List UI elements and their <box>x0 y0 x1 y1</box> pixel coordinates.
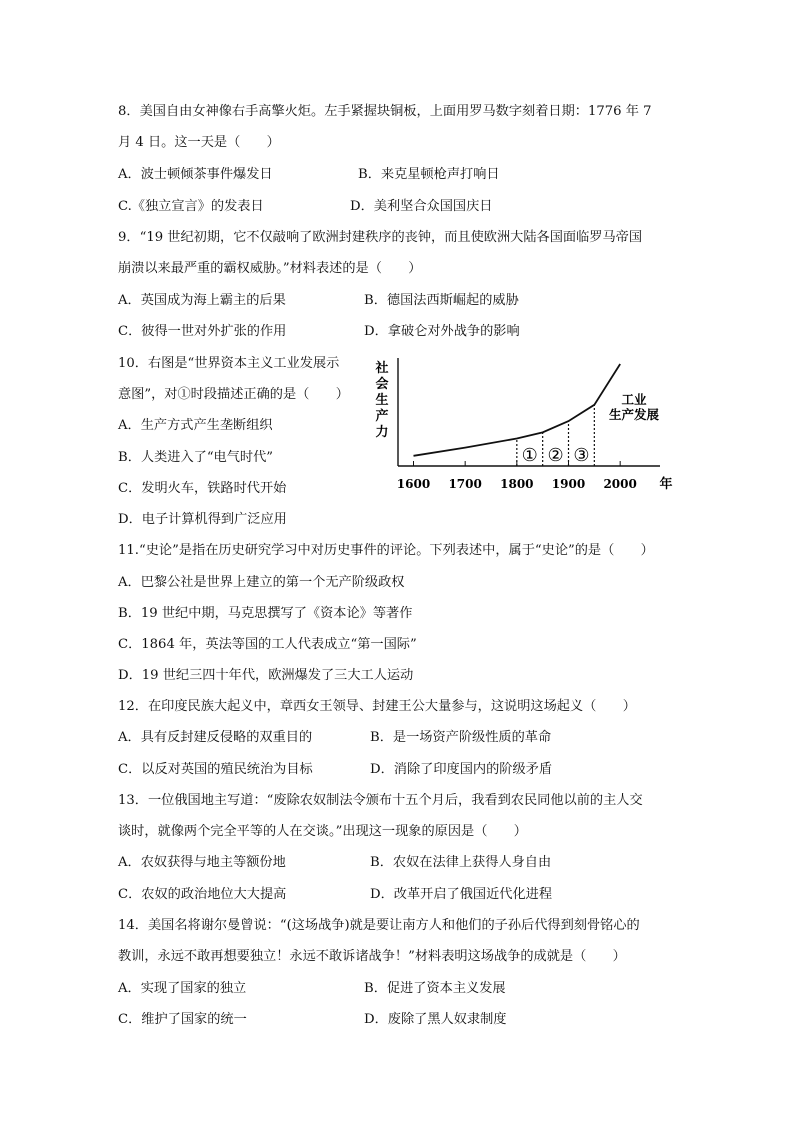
q11-option-c[interactable]: C．1864 年，英法等国的工人代表成立“第一国际” <box>118 637 417 652</box>
x-axis-label: 年 <box>659 477 673 492</box>
q12-option-d[interactable]: D．消除了印度国内的阶级矛盾 <box>370 762 553 777</box>
q14-option-d[interactable]: D．废除了黑人奴隶制度 <box>364 1012 507 1027</box>
x-tick-label: 1900 <box>551 477 586 491</box>
q14-option-a[interactable]: A．实现了国家的独立 <box>118 981 247 996</box>
y-axis-label: 产 <box>375 409 389 424</box>
q12-option-b[interactable]: B．是一场资产阶级性质的革命 <box>370 730 552 745</box>
q10-option-b[interactable]: B．人类进入了“电气时代” <box>118 450 274 465</box>
q11-option-d[interactable]: D．19 世纪三四十年代，欧洲爆发了三大工人运动 <box>118 668 414 683</box>
q11-option-b[interactable]: B．19 世纪中期，马克思撰写了《资本论》等著作 <box>118 606 413 621</box>
q14-stem-line2: 教训，永远不敢再想要独立！永远不敢诉诸战争！”材料表明这场战争的成就是（ ） <box>118 949 626 964</box>
period-label: ② <box>547 445 564 466</box>
q8-option-c[interactable]: C.《独立宣言》的发表日 <box>118 199 264 214</box>
series-label-line2: 生产发展 <box>608 407 660 422</box>
q8-option-b[interactable]: B．来克星顿枪声打响日 <box>358 167 500 182</box>
y-axis-label: 会 <box>375 377 389 392</box>
x-tick-label: 1700 <box>448 477 482 491</box>
q10-option-a[interactable]: A．生产方式产生垄断组织 <box>118 418 273 433</box>
q8-option-d[interactable]: D．美利坚合众国国庆日 <box>350 199 493 214</box>
q13-stem-line2: 谈时，就像两个完全平等的人在交谈。”出现这一现象的原因是（ ） <box>118 824 527 839</box>
q10-stem-line1: 10．右图是“世界资本主义工业发展示 <box>118 356 340 371</box>
period-label: ③ <box>573 445 590 466</box>
q11-option-a[interactable]: A．巴黎公社是世界上建立的第一个无产阶级政权 <box>118 575 405 590</box>
q10-stem-line2: 意图”，对①时段描述正确的是（ ） <box>118 387 349 402</box>
q14-option-c[interactable]: C．维护了国家的统一 <box>118 1012 247 1027</box>
q9-option-c[interactable]: C．彼得一世对外扩张的作用 <box>118 324 287 339</box>
q14-option-b[interactable]: B．促进了资本主义发展 <box>364 981 506 996</box>
q9-option-d[interactable]: D．拿破仑对外战争的影响 <box>364 324 520 339</box>
y-axis-label: 力 <box>375 425 389 440</box>
q9-option-b[interactable]: B．德国法西斯崛起的威胁 <box>364 293 519 308</box>
y-axis-label: 社 <box>375 361 389 376</box>
q8-stem-line1: 8．美国自由女神像右手高擎火炬。左手紧握块铜板，上面用罗马数字刻着日期：1776 年 7 <box>118 104 652 119</box>
x-tick-label: 1600 <box>396 477 431 491</box>
q10-option-c[interactable]: C．发明火车，铁路时代开始 <box>118 481 287 496</box>
q12-stem-line1: 12．在印度民族大起义中，章西女王领导、封建王公大量参与，这说明这场起义（ ） <box>118 699 636 714</box>
q12-option-c[interactable]: C．以反对英国的殖民统治为目标 <box>118 762 313 777</box>
series-line <box>414 364 621 456</box>
industrial-development-chart <box>366 352 676 502</box>
q8-stem-line2: 月 4 日。这一天是（ ） <box>118 135 280 150</box>
y-axis-label: 生 <box>375 393 389 408</box>
q13-stem-line1: 13．一位俄国地主写道：“废除农奴制法令颁布十五个月后，我看到农民同他以前的主人交 <box>118 793 643 808</box>
period-label: ① <box>521 445 538 466</box>
q14-stem-line1: 14．美国名将谢尔曼曾说：“(这场战争)就是要让南方人和他们的子孙后代得到刻骨铭心的 <box>118 918 640 933</box>
q11-stem-line1: 11.“史论”是指在历史研究学习中对历史事件的评论。下列表述中，属于“史论”的是（ ） <box>118 543 654 558</box>
q13-option-b[interactable]: B．农奴在法律上获得人身自由 <box>370 855 552 870</box>
x-tick-label: 1800 <box>500 477 534 491</box>
q9-stem-line2: 崩溃以来最严重的霸权威胁。”材料表述的是（ ） <box>118 261 422 276</box>
x-tick-label: 2000 <box>603 477 637 491</box>
q10-option-d[interactable]: D．电子计算机得到广泛应用 <box>118 512 287 527</box>
q9-stem-line1: 9．“19 世纪初期，它不仅敲响了欧洲封建秩序的丧钟，而且使欧洲大陆各国面临罗马帝国 <box>118 230 643 245</box>
q9-option-a[interactable]: A．英国成为海上霸主的后果 <box>118 293 286 308</box>
q12-option-a[interactable]: A．具有反封建反侵略的双重目的 <box>118 730 313 745</box>
q13-option-d[interactable]: D．改革开启了俄国近代化进程 <box>370 887 553 902</box>
q13-option-c[interactable]: C．农奴的政治地位大大提高 <box>118 887 287 902</box>
q13-option-a[interactable]: A．农奴获得与地主等额份地 <box>118 855 286 870</box>
series-label-line1: 工业 <box>621 392 647 407</box>
q8-option-a[interactable]: A．波士顿倾茶事件爆发日 <box>118 167 273 182</box>
